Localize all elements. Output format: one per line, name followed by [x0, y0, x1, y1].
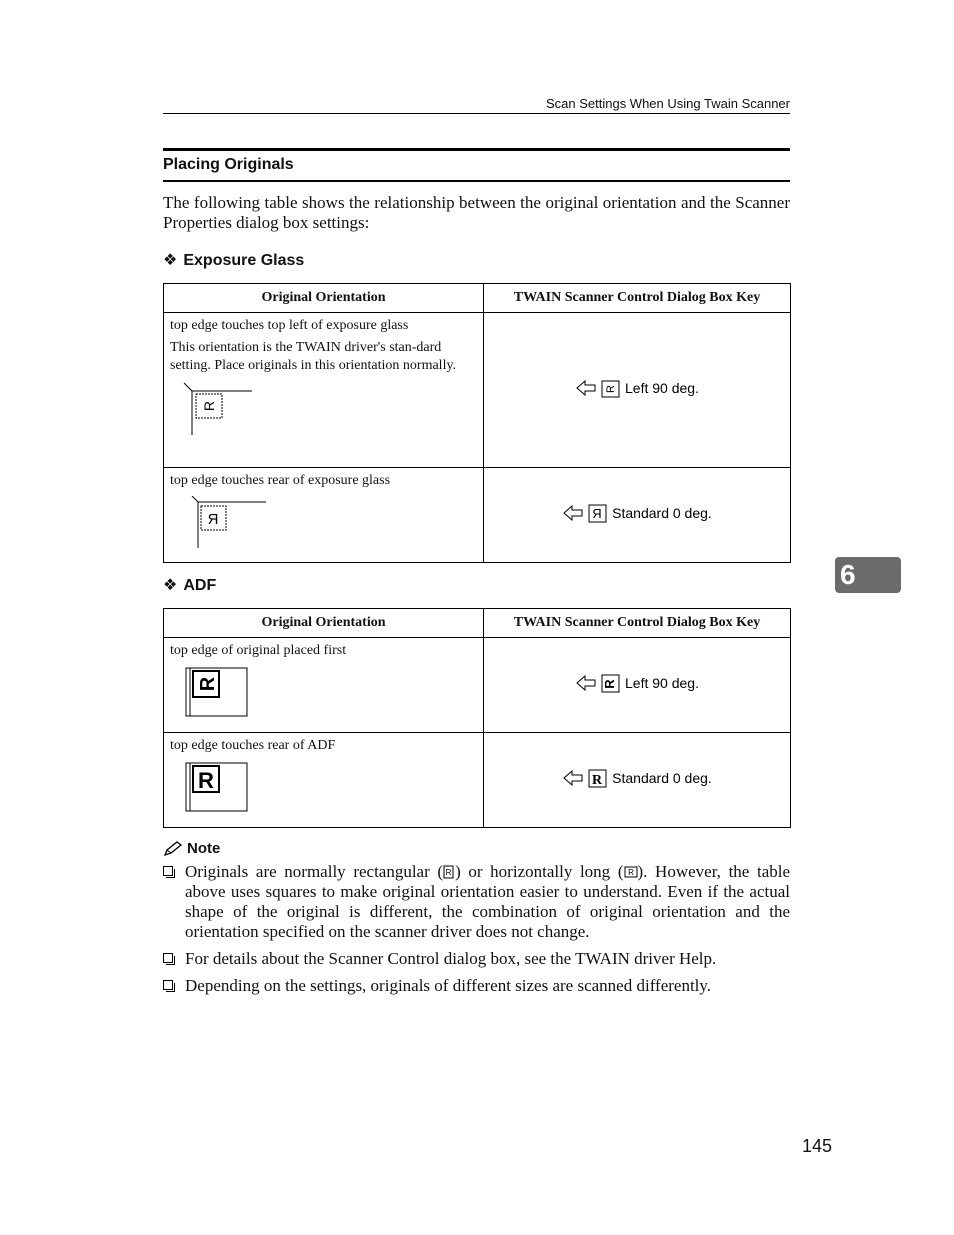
orientation-caption: top edge touches rear of ADF [170, 738, 336, 753]
exposure-glass-heading-text: Exposure Glass [183, 252, 305, 269]
dialog-key-left90 [575, 673, 699, 693]
dialog-key-label: Left 90 deg. [625, 675, 699, 691]
section-title: Placing Originals [163, 156, 790, 182]
adf-diagram-icon [170, 761, 260, 815]
pencil-icon [163, 841, 183, 857]
note-list [163, 862, 790, 1003]
note-text: Originals are normally rectangular ( [185, 862, 444, 881]
exposure-glass-diagram-icon [170, 381, 260, 441]
original-orientation-icon [588, 768, 608, 788]
back-arrow-icon [575, 379, 597, 397]
adf-heading-text: ADF [183, 577, 217, 594]
note-heading [163, 840, 220, 857]
orientation-cell [164, 313, 484, 468]
svg-text:R: R [602, 679, 618, 689]
dialog-key-cell [484, 733, 791, 828]
svg-text:R: R [198, 768, 214, 793]
dialog-key-standard0 [562, 768, 712, 788]
back-arrow-icon [575, 674, 597, 692]
dialog-key-label: Left 90 deg. [625, 380, 699, 396]
original-orientation-icon [601, 673, 621, 693]
note-text: ). However, the table above uses squares to make original orientation easier to understand. Even if the actual shape of the original is different, the combination of original orientation and the orientation specified on the scanner driver does not change. [185, 862, 791, 941]
orientation-cell [164, 638, 484, 733]
svg-text:R: R [605, 385, 618, 393]
landscape-original-icon [624, 865, 638, 879]
back-arrow-icon [562, 504, 584, 522]
orientation-caption: top edge touches top left of exposure glass [170, 318, 409, 333]
dialog-key-cell [484, 638, 791, 733]
orientation-cell [164, 733, 484, 828]
column-header-orientation: Original Orientation [164, 284, 484, 313]
portrait-original-icon [443, 865, 455, 879]
table-row [164, 313, 791, 468]
diamond-bullet-icon: ❖ [163, 577, 178, 594]
dialog-key-label: Standard 0 deg. [612, 505, 712, 521]
diamond-bullet-icon: ❖ [163, 252, 178, 269]
checkbox-bullet-icon [163, 866, 173, 876]
exposure-glass-table [163, 283, 791, 563]
orientation-caption: top edge of original placed first [170, 643, 347, 658]
adf-heading [163, 575, 216, 595]
list-item [163, 949, 790, 969]
svg-text:R: R [197, 676, 219, 692]
column-header-dialog-key: TWAIN Scanner Control Dialog Box Key [484, 284, 791, 313]
column-header-dialog-key: TWAIN Scanner Control Dialog Box Key [484, 609, 791, 638]
list-item [163, 862, 790, 942]
exposure-glass-heading [163, 250, 304, 270]
page-number: 145 [802, 1136, 833, 1156]
svg-text:Я: Я [207, 511, 219, 528]
dialog-key-cell [484, 313, 791, 468]
svg-text:R: R [592, 773, 603, 788]
chapter-tab: 6 [835, 557, 901, 593]
original-orientation-icon [601, 378, 621, 398]
adf-diagram-icon [170, 666, 260, 720]
table-row [164, 733, 791, 828]
svg-text:Я: Я [592, 506, 602, 521]
exposure-glass-diagram-icon [170, 496, 270, 552]
dialog-key-standard0 [562, 503, 712, 523]
dialog-key-cell [484, 468, 791, 563]
dialog-key-label: Standard 0 deg. [612, 770, 712, 786]
note-text: Depending on the settings, originals of different sizes are scanned differently. [185, 976, 712, 995]
original-orientation-icon [588, 503, 608, 523]
list-item [163, 976, 790, 996]
running-header: Scan Settings When Using Twain Scanner [163, 96, 790, 114]
orientation-cell [164, 468, 484, 563]
svg-text:R: R [201, 400, 217, 412]
note-text: ) or horizontally long ( [455, 862, 624, 881]
svg-text:R: R [627, 868, 634, 877]
checkbox-bullet-icon [163, 953, 173, 963]
note-heading-text: Note [187, 840, 221, 857]
column-header-orientation: Original Orientation [164, 609, 484, 638]
section-rule [163, 148, 790, 151]
svg-text:R: R [445, 868, 452, 877]
checkbox-bullet-icon [163, 980, 173, 990]
orientation-caption: top edge touches rear of exposure glass [170, 473, 391, 488]
intro-paragraph: The following table shows the relationship between the original orientation and the Scanner Properties dialog box settings: [163, 193, 790, 232]
dialog-key-left90 [575, 378, 699, 398]
orientation-description: This orientation is the TWAIN driver's stan-dard setting. Place originals in this orientation normally. [170, 340, 457, 373]
table-row [164, 468, 791, 563]
note-text: For details about the Scanner Control dialog box, see the TWAIN driver Help. [185, 949, 717, 968]
table-row [164, 638, 791, 733]
adf-table [163, 608, 791, 828]
back-arrow-icon [562, 769, 584, 787]
